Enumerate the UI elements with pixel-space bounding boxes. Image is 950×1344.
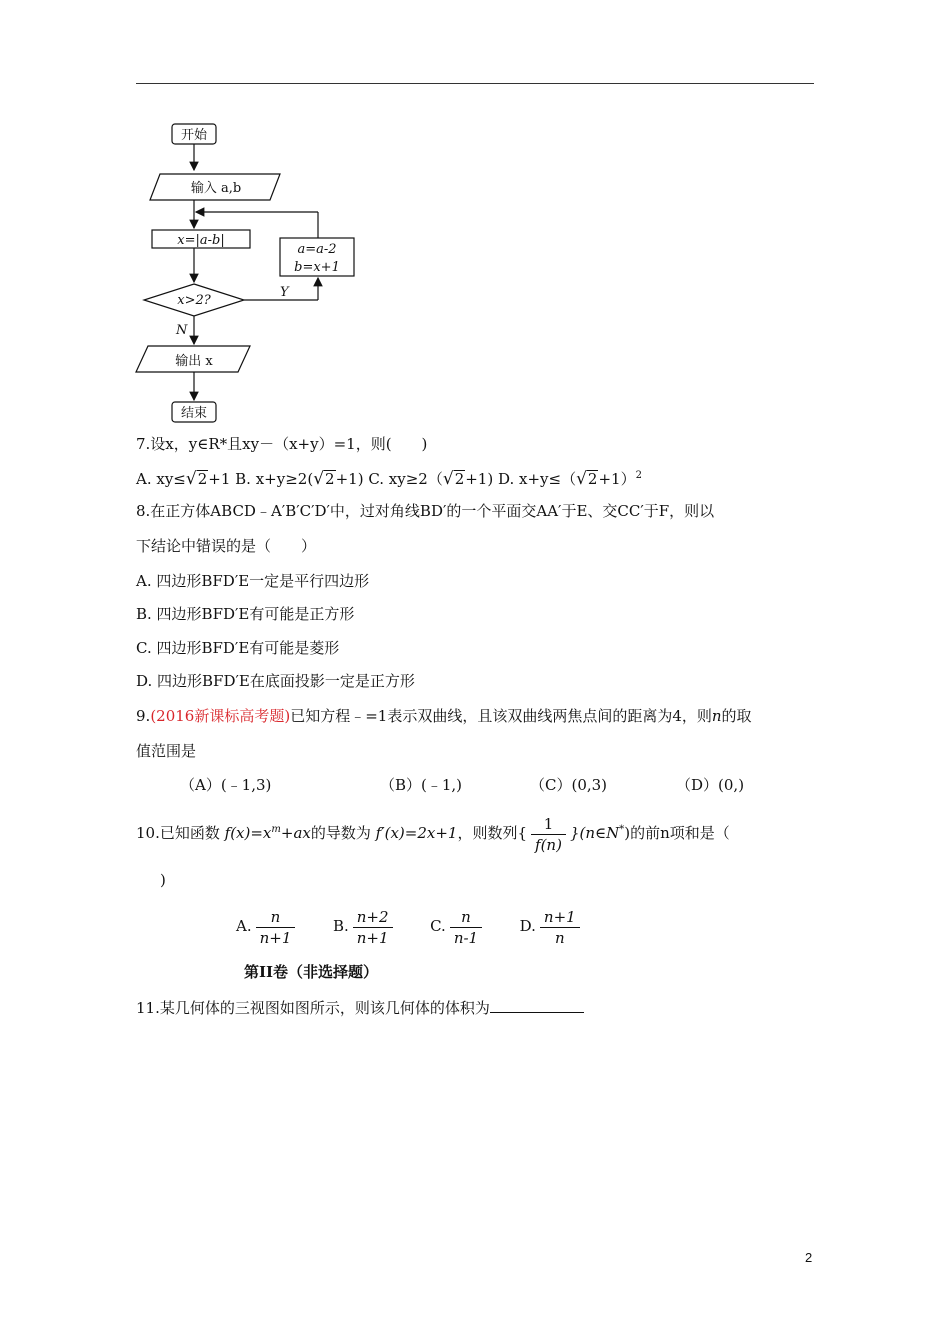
q10-d-label: D. (519, 917, 536, 935)
input-label: 输入 a,b (190, 181, 242, 196)
q10-func-tail: +ax (280, 824, 311, 842)
q7-radicand-d: 2 (587, 470, 598, 488)
page-number: 2 (805, 1250, 813, 1265)
assign-label: x=|a-b| (177, 233, 225, 248)
q10-b-label: B. (332, 917, 349, 935)
q10-b-num: n+2 (356, 907, 389, 926)
q9-option-d: （D）(0,) (676, 776, 745, 794)
q9-stem-text: 已知方程﹣=1表示双曲线，且该双曲线两焦点间的距离为4，则 (290, 707, 712, 725)
update-a-label: a=a-2 (297, 242, 337, 257)
q10-set: }(n∈N (569, 824, 620, 842)
q10-b-den: n+1 (353, 927, 393, 948)
yes-label: Y (280, 285, 289, 300)
start-label: 开始 (180, 128, 208, 143)
no-label: N (176, 323, 188, 338)
q7-radicand-b: 2 (325, 470, 335, 488)
q8-option-b: B. 四边形BFD′E有可能是正方形 (136, 605, 355, 623)
q10-pre: 10.已知函数 (136, 824, 220, 842)
q10-deriv: f′(x)=2x+1 (375, 824, 458, 842)
q7-c-pre: C. xy≥2（ (363, 470, 443, 488)
q10-option-d (540, 907, 580, 948)
q11-stem (136, 998, 584, 1018)
q10-d-den: n (540, 927, 580, 948)
q9-option-c: （C）(0,3) (530, 776, 608, 794)
output-label: 输出 x (175, 354, 213, 369)
q7-a-pre: A. xy≤ (136, 470, 186, 488)
q10-frac-num: 1 (543, 814, 554, 833)
q7-c-post: +1) (465, 470, 494, 488)
q7-options: A. xy≤√2+1 B. x+y≥2(√2+1) C. xy≥2（√2+1) D. $x+y\le(√2+1)^2$ (136, 469, 642, 489)
q9-stem-end: 的取 (721, 707, 752, 725)
end-label: 结束 (180, 406, 208, 421)
q7-d-post: +1） (598, 470, 636, 488)
q8-option-c: C. 四边形BFD′E有可能是菱形 (136, 639, 340, 657)
q10-close: ) (160, 871, 166, 889)
q10-a-den: n+1 (256, 927, 296, 948)
q10-set-end: ) (624, 824, 631, 842)
decision-label: x>2? (177, 293, 211, 308)
q10-tail: 的前n项和是（ (630, 824, 730, 842)
q9-var: n (711, 707, 722, 725)
q9-num: 9. (136, 707, 151, 725)
q10-a-num: n (270, 907, 281, 926)
q8-stem-1: 8.在正方体ABCD﹣A′B′C′D′中，过对角线BD′的一个平面交AA′于E、交CC′于F，则以 (136, 502, 715, 520)
q7-d-exp: 2 (635, 470, 642, 481)
q9-stem-2: 值范围是 (136, 742, 197, 760)
q10-option-b (353, 907, 393, 948)
flowchart (130, 118, 370, 428)
q7-b-pre: B. x+y≥2( (230, 470, 314, 488)
q10-a-label: A. (236, 917, 252, 935)
q10-mid: 的导数为 (310, 824, 371, 842)
header-rule (136, 83, 814, 84)
q10-options (236, 904, 584, 948)
section-heading: 第II卷（非选择题） (244, 963, 379, 981)
q10-option-a (256, 907, 296, 948)
q8-stem-2: 下结论中错误的是（ ） (136, 537, 317, 555)
q10-set-exp: * (619, 824, 625, 835)
q9-option-b: （B）(﹣1,) (380, 776, 463, 794)
q9-source: (2016新课标高考题) (150, 707, 291, 725)
q11-answer-blank[interactable] (490, 998, 584, 1013)
q7-radicand-c: 2 (454, 470, 465, 488)
q10-func-exp: m (271, 824, 281, 835)
q10-c-num: n (461, 907, 471, 926)
q8-option-a: A. 四边形BFD′E一定是平行四边形 (136, 572, 370, 590)
update-b-label: b=x+1 (294, 260, 340, 275)
q9-stem-1 (136, 706, 752, 726)
q10-func: f(x)=x (224, 824, 272, 842)
q7-a-post: +1 (208, 470, 231, 488)
q8-option-d: D. 四边形BFD′E在底面投影一定是正方形 (136, 672, 415, 690)
q10-c-label: C. (430, 917, 446, 935)
q10-frac-den: f(n) (531, 834, 566, 855)
q9-option-a: （A）(﹣1,3) (180, 776, 272, 794)
q7-radicand-a: 2 (197, 470, 208, 488)
q10-mid2: ，则数列{ (457, 824, 528, 842)
q10-sequence-fraction (531, 814, 566, 855)
q10-option-c (450, 907, 482, 948)
q10-d-num: n+1 (543, 907, 576, 926)
q7-stem: 7.设x，y∈R*且xy－（x+y）=1，则( ) (136, 435, 428, 453)
q10-stem (136, 808, 730, 855)
q10-c-den: n-1 (450, 927, 482, 948)
q11-text: 11.某几何体的三视图如图所示，则该几何体的体积为 (136, 999, 490, 1017)
q7-b-post: +1) (335, 470, 364, 488)
q7-d-pre: D. x+y≤（ (493, 470, 577, 488)
